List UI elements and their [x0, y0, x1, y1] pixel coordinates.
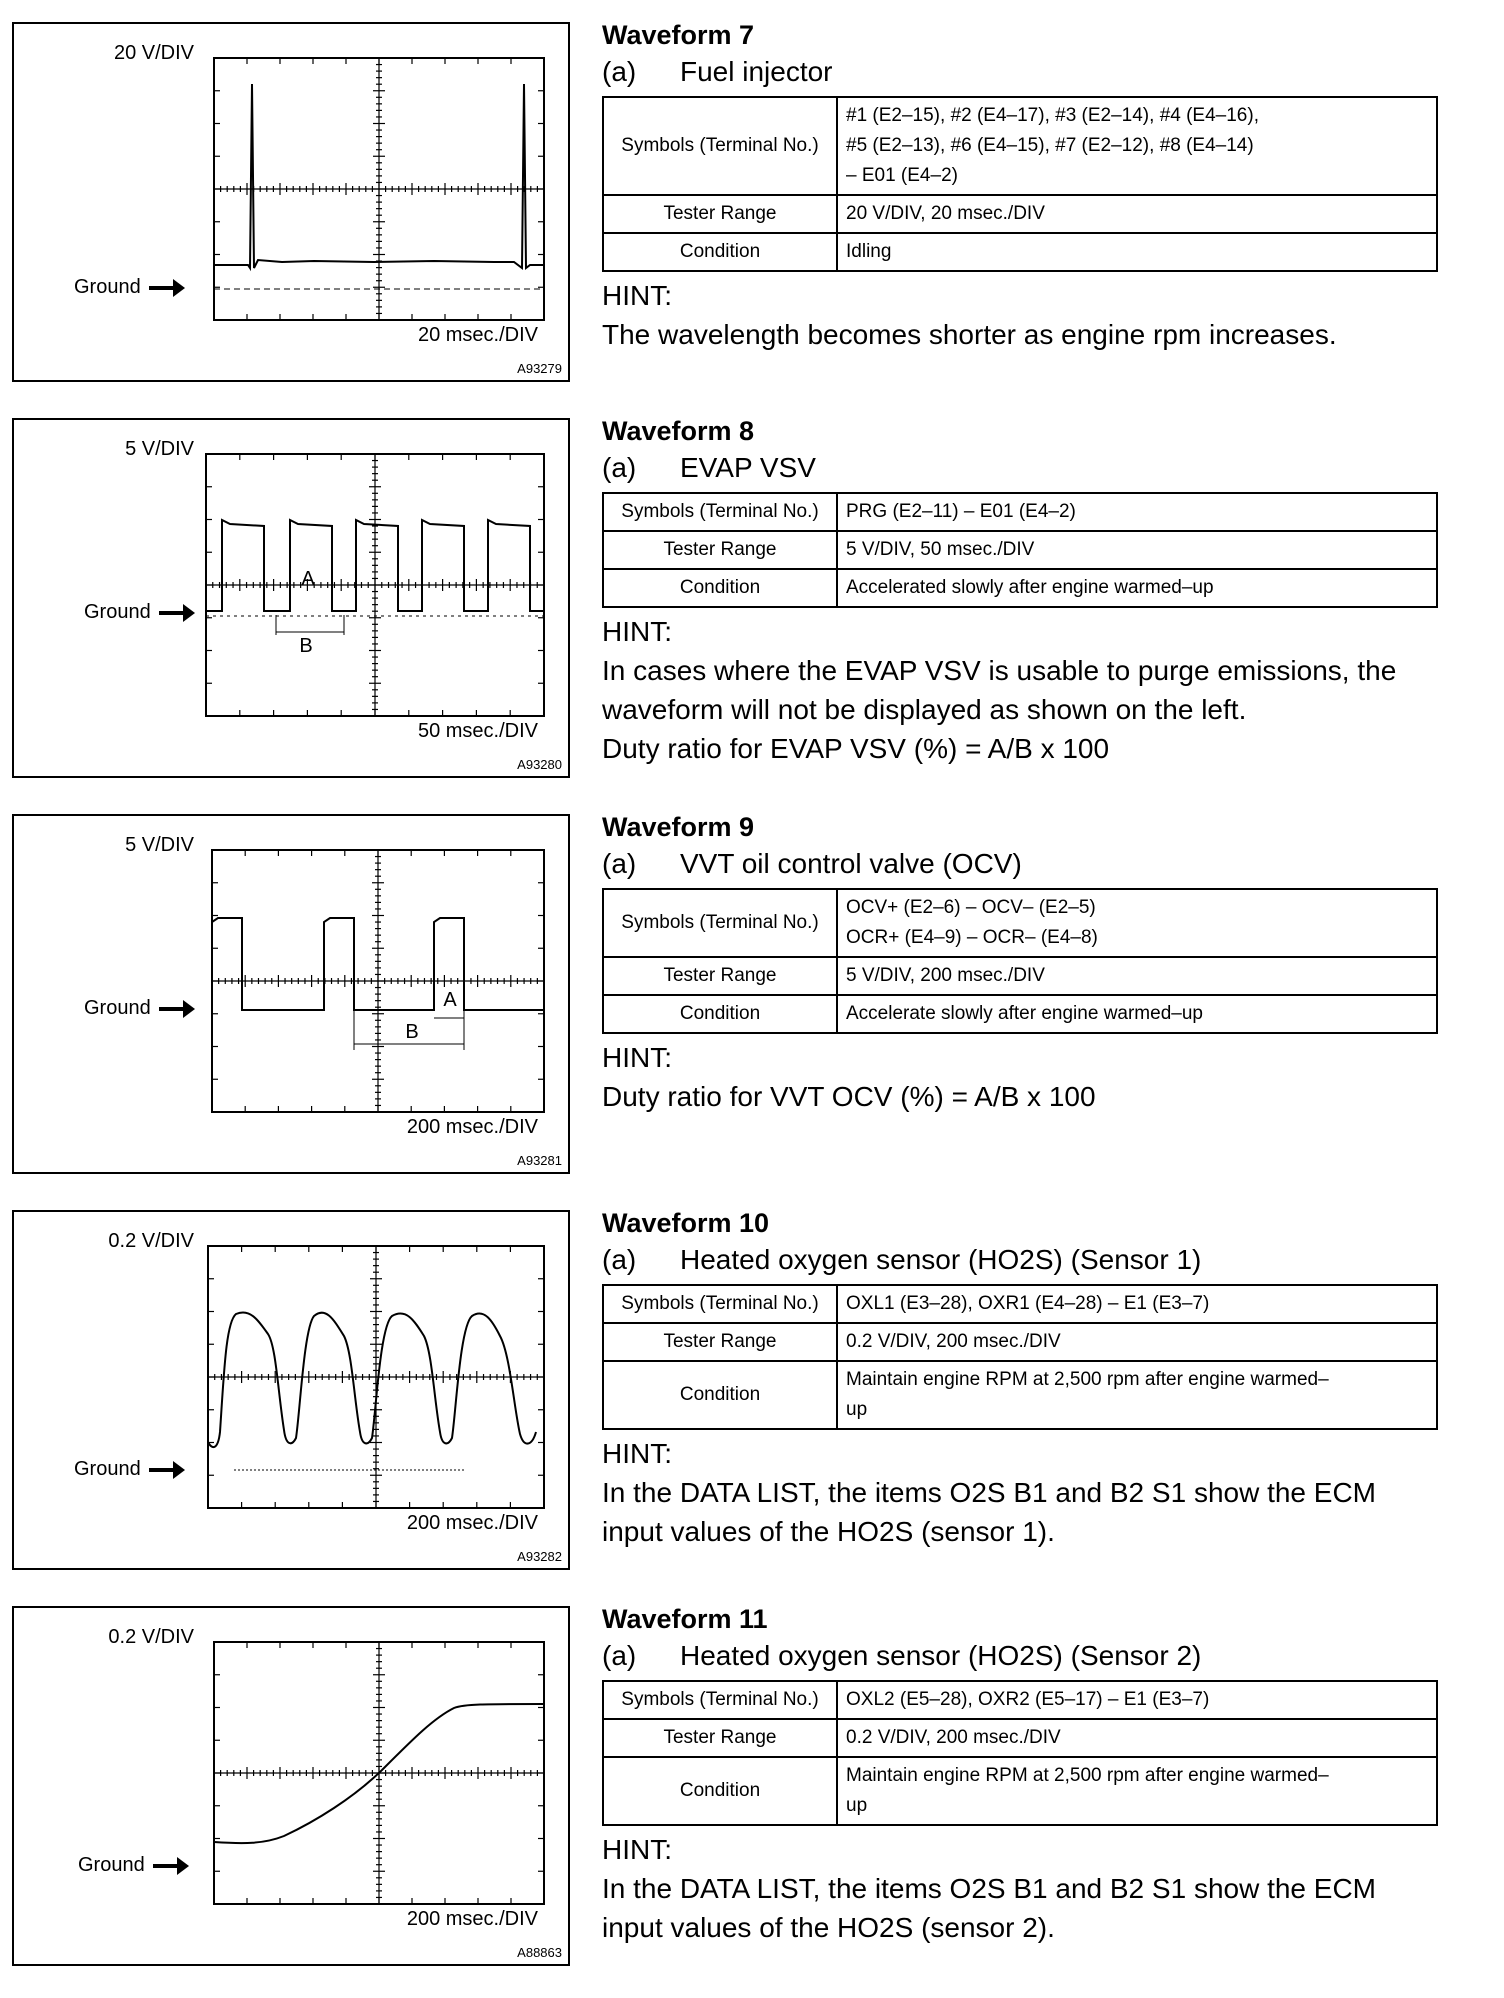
figure-id: A93279: [517, 361, 562, 376]
row-value: 5 V/DIV, 50 msec./DIV: [837, 531, 1437, 569]
ground-arrow-icon: [149, 1468, 175, 1472]
item-name: VVT oil control valve (OCV): [680, 848, 1022, 879]
row-key: Condition: [603, 569, 837, 607]
ground-arrow-icon: [153, 1864, 179, 1868]
row-value: 0.2 V/DIV, 200 msec./DIV: [837, 1323, 1437, 1361]
row-value: Maintain engine RPM at 2,500 rpm after engine warmed– up: [837, 1361, 1437, 1429]
grid-ticks: [208, 1246, 544, 1508]
item-name: Fuel injector: [680, 56, 833, 87]
item-prefix: (a): [602, 848, 637, 879]
volts-per-div: 20 V/DIV: [113, 42, 194, 64]
waveform-trace: [208, 1312, 536, 1447]
item-prefix: (a): [602, 452, 637, 483]
grid-ticks: [206, 454, 544, 716]
item-line: [602, 448, 1442, 488]
hint-label: HINT:: [602, 1834, 672, 1865]
waveform-10-section: [602, 1206, 1442, 1551]
row-key: Condition: [603, 233, 837, 271]
hint-block: [602, 612, 1442, 768]
hint-text: input values of the HO2S (sensor 2).: [602, 1912, 1055, 1943]
marker-a: A: [301, 568, 315, 590]
hint-block: [602, 1434, 1442, 1551]
volts-per-div: 5 V/DIV: [125, 834, 194, 856]
volts-per-div: 0.2 V/DIV: [108, 1626, 194, 1648]
row-key: Tester Range: [603, 957, 837, 995]
figure-id: A88863: [517, 1945, 562, 1960]
spec-table: [602, 1284, 1438, 1430]
row-key: Tester Range: [603, 1719, 837, 1757]
row-value: Maintain engine RPM at 2,500 rpm after engine warmed– up: [837, 1757, 1437, 1825]
hint-text: In the DATA LIST, the items O2S B1 and B2 S1 show the ECM: [602, 1873, 1377, 1904]
item-prefix: (a): [602, 1244, 637, 1275]
hint-text: Duty ratio for VVT OCV (%) = A/B x 100: [602, 1081, 1096, 1112]
row-value: OXL1 (E3–28), OXR1 (E4–28) – E1 (E3–7): [837, 1285, 1437, 1323]
table-row: [603, 1757, 1437, 1825]
figure-id: A93282: [517, 1549, 562, 1564]
table-row: [603, 493, 1437, 531]
row-value: OXL2 (E5–28), OXR2 (E5–17) – E1 (E3–7): [837, 1681, 1437, 1719]
table-row: [603, 957, 1437, 995]
figure-id: A93280: [517, 757, 562, 772]
row-value: Accelerated slowly after engine warmed–up: [837, 569, 1437, 607]
row-key: Symbols (Terminal No.): [603, 493, 837, 531]
table-row: [603, 569, 1437, 607]
figure-id: A93281: [517, 1153, 562, 1168]
marker-a: A: [443, 989, 457, 1011]
waveform-7-section: [602, 18, 1442, 354]
item-line: [602, 1240, 1442, 1280]
table-row: [603, 1719, 1437, 1757]
row-key: Symbols (Terminal No.): [603, 1285, 837, 1323]
item-name: Heated oxygen sensor (HO2S) (Sensor 1): [680, 1244, 1202, 1275]
table-row: [603, 195, 1437, 233]
waveform-10-scope: [12, 1210, 570, 1570]
row-value: 5 V/DIV, 200 msec./DIV: [837, 957, 1437, 995]
hint-block: [602, 1038, 1442, 1116]
row-value: #1 (E2–15), #2 (E4–17), #3 (E2–14), #4 (E4–16), #5 (E2–13), #6 (E4–15), #7 (E2–12), #8 (E4–14) – E01 (E4–2): [837, 97, 1437, 195]
ground-arrow-icon: [149, 286, 175, 290]
row-value: 0.2 V/DIV, 200 msec./DIV: [837, 1719, 1437, 1757]
row-key: Condition: [603, 1361, 837, 1429]
time-per-div: 200 msec./DIV: [406, 1908, 538, 1930]
hint-text: The wavelength becomes shorter as engine rpm increases.: [602, 319, 1337, 350]
hint-text: waveform will not be displayed as shown on the left.: [602, 694, 1247, 725]
row-key: Tester Range: [603, 195, 837, 233]
marker-b: B: [405, 1021, 419, 1043]
grid-ticks: [214, 58, 544, 320]
table-row: [603, 1285, 1437, 1323]
spec-table: [602, 96, 1438, 272]
waveform-title: Waveform 7: [602, 20, 755, 50]
grid-ticks: [212, 850, 544, 1112]
table-row: [603, 1361, 1437, 1429]
hint-block: [602, 276, 1442, 354]
table-row: [603, 889, 1437, 957]
waveform-title: Waveform 11: [602, 1604, 768, 1634]
row-value: 20 V/DIV, 20 msec./DIV: [837, 195, 1437, 233]
row-value: Accelerate slowly after engine warmed–up: [837, 995, 1437, 1033]
spec-table: [602, 492, 1438, 608]
item-prefix: (a): [602, 56, 637, 87]
volts-per-div: 5 V/DIV: [125, 438, 194, 460]
table-row: [603, 1323, 1437, 1361]
ground-label: Ground: [84, 601, 185, 624]
row-key: Condition: [603, 995, 837, 1033]
item-name: Heated oxygen sensor (HO2S) (Sensor 2): [680, 1640, 1202, 1671]
waveform-title: Waveform 10: [602, 1208, 770, 1238]
item-line: [602, 844, 1442, 884]
waveform-9-scope: [12, 814, 570, 1174]
row-key: Tester Range: [603, 531, 837, 569]
hint-label: HINT:: [602, 616, 672, 647]
row-value: PRG (E2–11) – E01 (E4–2): [837, 493, 1437, 531]
waveform-7-scope: [12, 22, 570, 382]
row-key: Symbols (Terminal No.): [603, 1681, 837, 1719]
row-key: Symbols (Terminal No.): [603, 97, 837, 195]
ground-label: Ground: [84, 997, 185, 1020]
hint-label: HINT:: [602, 280, 672, 311]
hint-label: HINT:: [602, 1042, 672, 1073]
table-row: [603, 1681, 1437, 1719]
waveform-title: Waveform 9: [602, 812, 755, 842]
time-per-div: 200 msec./DIV: [406, 1512, 538, 1534]
time-per-div: 20 msec./DIV: [417, 324, 538, 346]
row-key: Condition: [603, 1757, 837, 1825]
item-prefix: (a): [602, 1640, 637, 1671]
row-value: Idling: [837, 233, 1437, 271]
waveform-11-section: [602, 1602, 1442, 1947]
row-key: Tester Range: [603, 1323, 837, 1361]
table-row: [603, 995, 1437, 1033]
hint-text: input values of the HO2S (sensor 1).: [602, 1516, 1055, 1547]
table-row: [603, 233, 1437, 271]
waveform-title: Waveform 8: [602, 416, 755, 446]
spec-table: [602, 888, 1438, 1034]
hint-text: In cases where the EVAP VSV is usable to purge emissions, the: [602, 655, 1397, 686]
time-per-div: 200 msec./DIV: [406, 1116, 538, 1138]
item-line: [602, 52, 1442, 92]
hint-text: Duty ratio for EVAP VSV (%) = A/B x 100: [602, 733, 1110, 764]
ground-label: Ground: [74, 1458, 175, 1481]
spec-table: [602, 1680, 1438, 1826]
marker-b: B: [299, 635, 313, 657]
ground-label: Ground: [78, 1854, 179, 1877]
ground-arrow-icon: [159, 1007, 185, 1011]
waveform-8-section: [602, 414, 1442, 768]
ground-arrow-icon: [159, 611, 185, 615]
waveform-8-scope: [12, 418, 570, 778]
waveform-11-scope: [12, 1606, 570, 1966]
hint-text: In the DATA LIST, the items O2S B1 and B2 S1 show the ECM: [602, 1477, 1377, 1508]
row-value: OCV+ (E2–6) – OCV– (E2–5) OCR+ (E4–9) – OCR– (E4–8): [837, 889, 1437, 957]
volts-per-div: 0.2 V/DIV: [108, 1230, 194, 1252]
hint-label: HINT:: [602, 1438, 672, 1469]
table-row: [603, 531, 1437, 569]
ground-label: Ground: [74, 276, 175, 299]
item-name: EVAP VSV: [680, 452, 816, 483]
table-row: [603, 97, 1437, 195]
hint-block: [602, 1830, 1442, 1947]
row-key: Symbols (Terminal No.): [603, 889, 837, 957]
item-line: [602, 1636, 1442, 1676]
time-per-div: 50 msec./DIV: [417, 720, 538, 742]
waveform-9-section: [602, 810, 1442, 1116]
